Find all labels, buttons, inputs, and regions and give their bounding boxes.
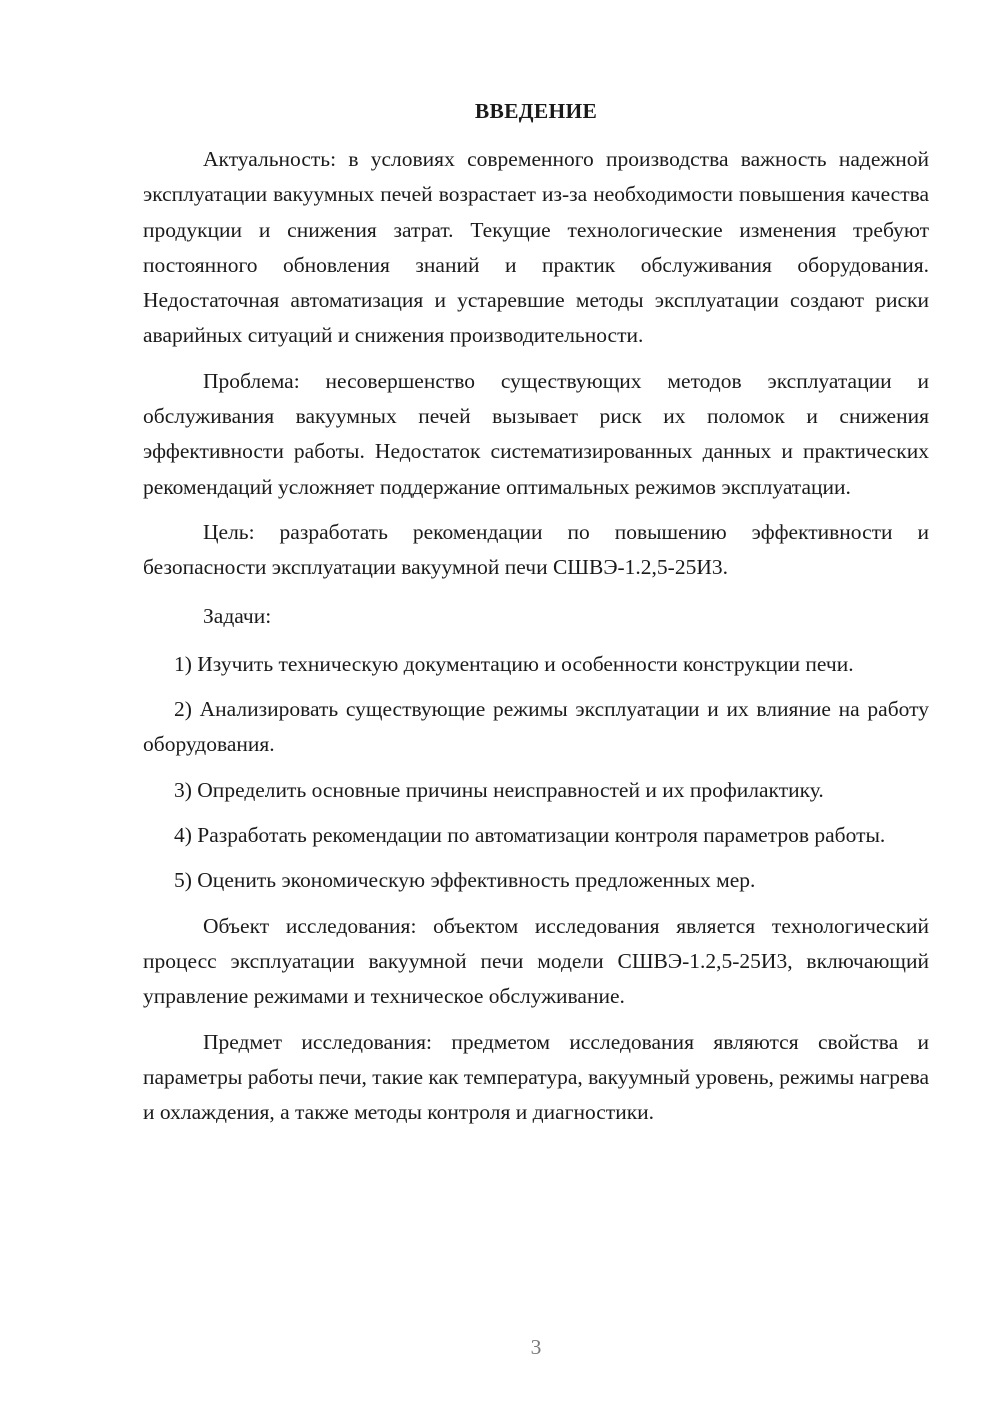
list-item: 5) Оценить экономическую эффективность предложенных мер.	[174, 868, 756, 893]
paragraph-object: Объект исследования: объектом исследования является технологический процесс эксплуатации вакуумной печи модели СШВЭ-1.2,5-25И3, включающий управление режимами и техническое обслуживание.	[143, 913, 929, 1009]
document-body	[143, 142, 929, 1130]
list-item: 2) Анализировать существующие режимы эксплуатации и их влияние на работу оборудования.	[143, 697, 929, 757]
paragraph-goal: Цель: разработать рекомендации по повышению эффективности и безопасности эксплуатации вакуумной печи СШВЭ-1.2,5-25И3.	[143, 519, 929, 580]
paragraph-problem: Проблема: несовершенство существующих методов эксплуатации и обслуживания вакуумных печей вызывает риск их поломок и снижения эффективности работы. Недостаток систематизированных данных и практических рекомендаций усложняет поддержание оптимальных режимов эксплуатации.	[143, 368, 929, 499]
tasks-list	[143, 647, 929, 899]
page-number: 3	[530, 1335, 542, 1359]
list-item: 4) Разработать рекомендации по автоматизации контроля параметров работы.	[174, 823, 886, 848]
list-item: 1) Изучить техническую документацию и особенности конструкции печи.	[174, 651, 854, 676]
list-item: 3) Определить основные причины неисправностей и их профилактику.	[174, 777, 824, 802]
tasks-label: Задачи:	[203, 603, 272, 628]
paragraph-subject: Предмет исследования: предметом исследования являются свойства и параметры работы печи, такие как температура, вакуумный уровень, режимы нагрева и охлаждения, а также методы контроля и диагностики.	[143, 1029, 929, 1125]
paragraph-relevance: Актуальность: в условиях современного производства важность надежной эксплуатации вакуумных печей возрастает из-за необходимости повышения качества продукции и снижения затрат. Текущие технологические изменения требуют постоянного обновления знаний и практик обслуживания оборудования. Недостаточная автоматизация и устаревшие методы эксплуатации создают риски аварийных ситуаций и снижения производительности.	[143, 147, 929, 348]
page-title: ВВЕДЕНИЕ	[474, 99, 598, 123]
